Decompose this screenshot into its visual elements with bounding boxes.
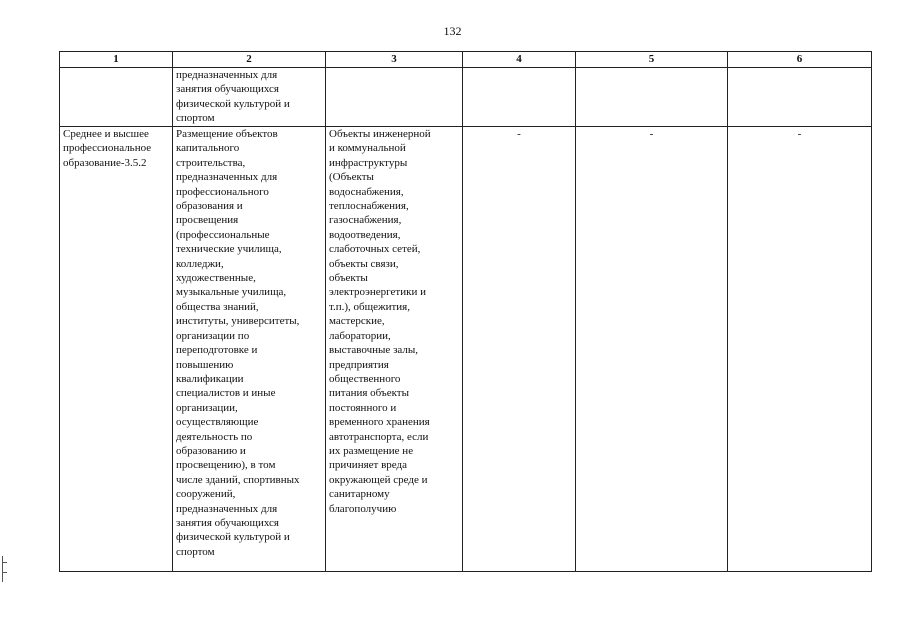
header-col-6: 6 <box>728 52 872 68</box>
header-col-2: 2 <box>173 52 326 68</box>
header-col-1: 1 <box>60 52 173 68</box>
table-cell-auxiliary: Объекты инженерной и коммунальной инфраструктуры (Объекты водоснабжения, теплоснабжения, газоснабжения, водоотведения, слаботочных сетей, объекты связи, объекты электроэнергетики и т.п.), общежития, мастерские, лаборатории, выставочные залы, предприятия общественного питания объекты постоянного и временного хранения автотранспорта, если их размещение не причиняет вреда окружающей среде и санитарному благополучию <box>326 127 463 572</box>
header-col-5: 5 <box>576 52 728 68</box>
table-cell-dash: - <box>576 127 728 572</box>
table-cell-dash: - <box>463 127 576 572</box>
table-header-row <box>60 52 872 68</box>
margin-scan-mark <box>2 556 8 582</box>
table-row-main <box>60 127 872 572</box>
header-col-4: 4 <box>463 52 576 68</box>
table-cell <box>463 68 576 127</box>
header-col-3: 3 <box>326 52 463 68</box>
table-cell: предназначенных для занятия обучающихся физической культурой и спортом <box>173 68 326 127</box>
table-cell <box>576 68 728 127</box>
page-number: 132 <box>443 24 462 38</box>
document-table <box>59 51 872 572</box>
table-cell <box>60 68 173 127</box>
table-row-continuation <box>60 68 872 127</box>
table-cell <box>326 68 463 127</box>
table-cell-dash: - <box>728 127 872 572</box>
table-cell <box>728 68 872 127</box>
table-cell-description: Размещение объектов капитального строительства, предназначенных для профессионального образования и просвещения (профессиональные технические училища, колледжи, художественные, музыкальные училища, общества знаний, институты, университеты, организации по переподготовке и повышению квалификации специалистов и иные организации, осуществляющие деятельность по образованию и просвещению), в том числе зданий, спортивных сооружений, предназначенных для занятия обучающихся физической культурой и спортом <box>173 127 326 572</box>
table-cell-use-type: Среднее и высшее профессиональное образование-3.5.2 <box>60 127 173 572</box>
